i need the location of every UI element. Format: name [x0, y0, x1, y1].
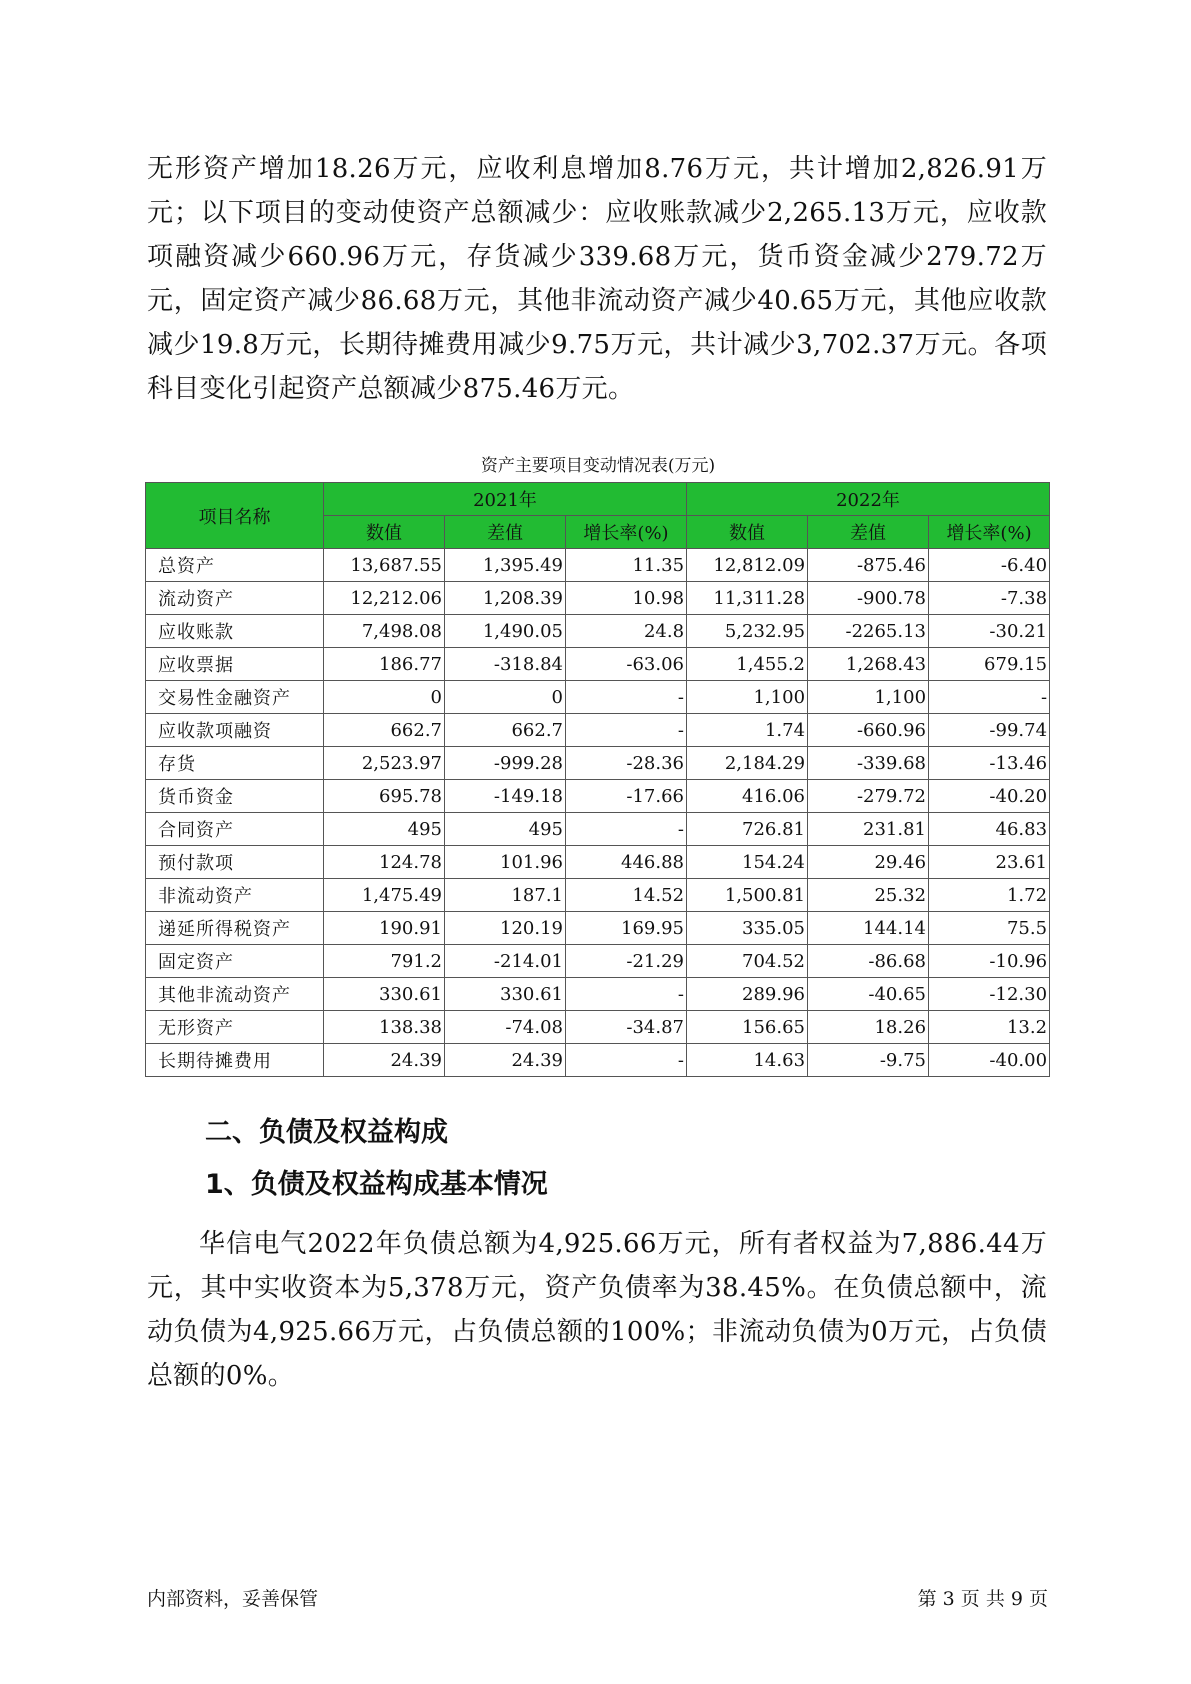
table-body — [146, 549, 1050, 1077]
row-item-name: 其他非流动资产 — [146, 978, 324, 1011]
table-row — [146, 879, 1050, 912]
row-value-cell: - — [566, 1044, 687, 1077]
row-value-cell: -2265.13 — [808, 615, 929, 648]
row-value-cell: 18.26 — [808, 1011, 929, 1044]
row-item-name: 递延所得税资产 — [146, 912, 324, 945]
table-row — [146, 813, 1050, 846]
row-value-cell: 10.98 — [566, 582, 687, 615]
row-value-cell: 446.88 — [566, 846, 687, 879]
row-value-cell: -7.38 — [929, 582, 1050, 615]
row-value-cell: 11,311.28 — [687, 582, 808, 615]
row-value-cell: -12.30 — [929, 978, 1050, 1011]
row-value-cell: 1,475.49 — [324, 879, 445, 912]
table-row — [146, 846, 1050, 879]
row-value-cell: -6.40 — [929, 549, 1050, 582]
row-value-cell: 24.39 — [324, 1044, 445, 1077]
table-row — [146, 681, 1050, 714]
row-value-cell: -21.29 — [566, 945, 687, 978]
row-value-cell: 186.77 — [324, 648, 445, 681]
row-value-cell: -279.72 — [808, 780, 929, 813]
row-value-cell: 120.19 — [445, 912, 566, 945]
row-value-cell: 190.91 — [324, 912, 445, 945]
row-value-cell: 1,208.39 — [445, 582, 566, 615]
row-value-cell: 23.61 — [929, 846, 1050, 879]
row-value-cell: 124.78 — [324, 846, 445, 879]
row-value-cell: -40.65 — [808, 978, 929, 1011]
row-value-cell: 101.96 — [445, 846, 566, 879]
row-value-cell: 169.95 — [566, 912, 687, 945]
row-value-cell: -13.46 — [929, 747, 1050, 780]
header-year-2022: 2022年 — [687, 483, 1050, 516]
row-value-cell: -900.78 — [808, 582, 929, 615]
asset-change-table — [145, 482, 1050, 1077]
table-row — [146, 549, 1050, 582]
row-value-cell: 2,184.29 — [687, 747, 808, 780]
table-row — [146, 1011, 1050, 1044]
row-value-cell: -30.21 — [929, 615, 1050, 648]
row-value-cell: 704.52 — [687, 945, 808, 978]
row-value-cell: 2,523.97 — [324, 747, 445, 780]
row-value-cell: 187.1 — [445, 879, 566, 912]
row-value-cell: -9.75 — [808, 1044, 929, 1077]
row-value-cell: - — [566, 681, 687, 714]
row-value-cell: 29.46 — [808, 846, 929, 879]
row-value-cell: -74.08 — [445, 1011, 566, 1044]
row-value-cell: -149.18 — [445, 780, 566, 813]
row-value-cell: 1,455.2 — [687, 648, 808, 681]
row-value-cell: 662.7 — [445, 714, 566, 747]
subheader-cell: 增长率(%) — [566, 516, 687, 549]
subsection-heading: 1、负债及权益构成基本情况 — [205, 1169, 548, 1200]
row-value-cell: 679.15 — [929, 648, 1050, 681]
row-value-cell: 11.35 — [566, 549, 687, 582]
row-value-cell: 335.05 — [687, 912, 808, 945]
row-item-name: 应收票据 — [146, 648, 324, 681]
table-row — [146, 945, 1050, 978]
row-value-cell: - — [929, 681, 1050, 714]
row-value-cell: -40.20 — [929, 780, 1050, 813]
row-value-cell: 330.61 — [445, 978, 566, 1011]
row-value-cell: 13,687.55 — [324, 549, 445, 582]
row-value-cell: 24.39 — [445, 1044, 566, 1077]
row-value-cell: -17.66 — [566, 780, 687, 813]
row-value-cell: 1.72 — [929, 879, 1050, 912]
subheader-cell: 差值 — [808, 516, 929, 549]
section-heading: 二、负债及权益构成 — [205, 1117, 448, 1148]
row-value-cell: 726.81 — [687, 813, 808, 846]
row-value-cell: - — [566, 714, 687, 747]
row-value-cell: -10.96 — [929, 945, 1050, 978]
row-value-cell: 231.81 — [808, 813, 929, 846]
row-value-cell: 46.83 — [929, 813, 1050, 846]
subheader-cell: 差值 — [445, 516, 566, 549]
header-item-name: 项目名称 — [146, 483, 324, 549]
row-item-name: 流动资产 — [146, 582, 324, 615]
paragraph-liabilities: 华信电气2022年负债总额为4,925.66万元，所有者权益为7,886.44万元，其中实收资本为5,378万元，资产负债率为38.45%。在负债总额中，流动负债为4,925.66万元，占负债总额的100%；非流动负债为0万元，占负债总额的0%。 — [147, 1229, 1047, 1391]
row-value-cell: 24.8 — [566, 615, 687, 648]
table-row — [146, 582, 1050, 615]
table-row — [146, 615, 1050, 648]
row-value-cell: 13.2 — [929, 1011, 1050, 1044]
subheader-cell: 数值 — [324, 516, 445, 549]
table-row — [146, 714, 1050, 747]
row-value-cell: 662.7 — [324, 714, 445, 747]
row-item-name: 无形资产 — [146, 1011, 324, 1044]
row-value-cell: 5,232.95 — [687, 615, 808, 648]
row-value-cell: 156.65 — [687, 1011, 808, 1044]
row-item-name: 长期待摊费用 — [146, 1044, 324, 1077]
row-value-cell: 14.63 — [687, 1044, 808, 1077]
row-value-cell: 1.74 — [687, 714, 808, 747]
row-value-cell: 144.14 — [808, 912, 929, 945]
row-value-cell: 12,212.06 — [324, 582, 445, 615]
subheader-cell: 增长率(%) — [929, 516, 1050, 549]
row-value-cell: 416.06 — [687, 780, 808, 813]
row-value-cell: 7,498.08 — [324, 615, 445, 648]
footer-page-number: 第 3 页 共 9 页 — [917, 1588, 1048, 1610]
row-value-cell: -339.68 — [808, 747, 929, 780]
table-caption: 资产主要项目变动情况表(万元) — [480, 456, 716, 476]
row-value-cell: 330.61 — [324, 978, 445, 1011]
row-value-cell: 0 — [324, 681, 445, 714]
row-item-name: 固定资产 — [146, 945, 324, 978]
row-value-cell: 495 — [324, 813, 445, 846]
row-item-name: 货币资金 — [146, 780, 324, 813]
row-value-cell: -28.36 — [566, 747, 687, 780]
row-value-cell: -214.01 — [445, 945, 566, 978]
row-value-cell: 791.2 — [324, 945, 445, 978]
row-item-name: 应收账款 — [146, 615, 324, 648]
row-value-cell: -875.46 — [808, 549, 929, 582]
row-value-cell: 14.52 — [566, 879, 687, 912]
table-row — [146, 912, 1050, 945]
row-value-cell: 138.38 — [324, 1011, 445, 1044]
paragraph-asset-changes: 无形资产增加18.26万元，应收利息增加8.76万元，共计增加2,826.91万元；以下项目的变动使资产总额减少：应收账款减少2,265.13万元，应收款项融资减少660.96万元，存货减少339.68万元，货币资金减少279.72万元，固定资产减少86.68万元，其他非流动资产减少40.65万元，其他应收款减少19.8万元，长期待摊费用减少9.75万元，共计减少3,702.37万元。各项科目变化引起资产总额减少875.46万元。 — [147, 154, 1047, 404]
row-value-cell: 154.24 — [687, 846, 808, 879]
row-value-cell: 25.32 — [808, 879, 929, 912]
row-value-cell: 1,268.43 — [808, 648, 929, 681]
row-item-name: 预付款项 — [146, 846, 324, 879]
row-value-cell: 695.78 — [324, 780, 445, 813]
row-value-cell: -660.96 — [808, 714, 929, 747]
row-item-name: 交易性金融资产 — [146, 681, 324, 714]
row-item-name: 应收款项融资 — [146, 714, 324, 747]
footer-confidential-note: 内部资料，妥善保管 — [147, 1588, 319, 1610]
row-item-name: 非流动资产 — [146, 879, 324, 912]
row-value-cell: 289.96 — [687, 978, 808, 1011]
header-year-2021: 2021年 — [324, 483, 687, 516]
table-row — [146, 747, 1050, 780]
row-value-cell: 0 — [445, 681, 566, 714]
row-value-cell: -40.00 — [929, 1044, 1050, 1077]
row-value-cell: 1,100 — [687, 681, 808, 714]
row-value-cell: 1,100 — [808, 681, 929, 714]
row-value-cell: -34.87 — [566, 1011, 687, 1044]
row-value-cell: -318.84 — [445, 648, 566, 681]
row-value-cell: -86.68 — [808, 945, 929, 978]
table-row — [146, 648, 1050, 681]
row-value-cell: 12,812.09 — [687, 549, 808, 582]
row-value-cell: 1,500.81 — [687, 879, 808, 912]
row-value-cell: 1,490.05 — [445, 615, 566, 648]
row-value-cell: - — [566, 978, 687, 1011]
row-value-cell: -99.74 — [929, 714, 1050, 747]
row-value-cell: -999.28 — [445, 747, 566, 780]
row-value-cell: 75.5 — [929, 912, 1050, 945]
row-item-name: 总资产 — [146, 549, 324, 582]
row-item-name: 存货 — [146, 747, 324, 780]
subheader-cell: 数值 — [687, 516, 808, 549]
table-row — [146, 1044, 1050, 1077]
table-row — [146, 780, 1050, 813]
row-item-name: 合同资产 — [146, 813, 324, 846]
table-row — [146, 978, 1050, 1011]
row-value-cell: 1,395.49 — [445, 549, 566, 582]
row-value-cell: - — [566, 813, 687, 846]
row-value-cell: 495 — [445, 813, 566, 846]
row-value-cell: -63.06 — [566, 648, 687, 681]
